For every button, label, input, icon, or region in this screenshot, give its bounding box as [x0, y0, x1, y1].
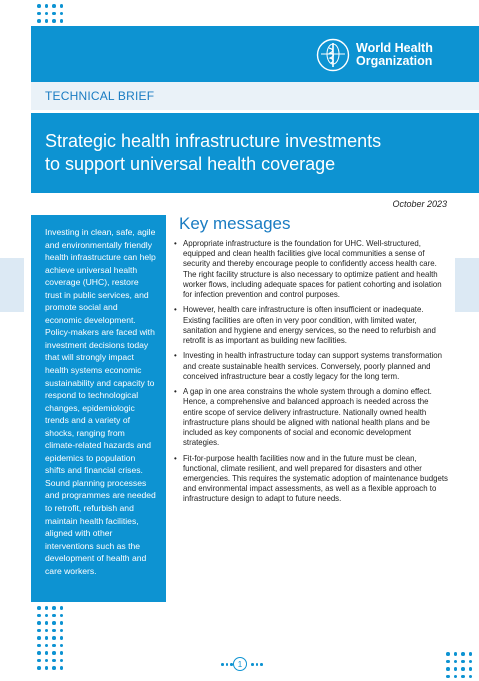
- summary-sidebar: [31, 215, 166, 602]
- left-edge-tab: [0, 258, 24, 312]
- title-line-2: to support universal health coverage: [45, 154, 336, 174]
- page-number-dots-left: [221, 663, 233, 666]
- key-message-item: • A gap in one area constrains the whole system through a domino effect. Hence, a comprehensive and balanced approach is needed across the entire scope of service delivery infrastructure. Nationally owned health infrastructure plans should be aligned with national health plans and be included as key components of social and economic development strategies.: [174, 387, 448, 448]
- publication-date: October 2023: [392, 199, 447, 209]
- summary-text: Investing in clean, safe, agile and environmentally friendly health infrastructure can help achieve universal health coverage (UHC), restore trust in public services, and promote social and economic development. Policy-makers are faced with investment decisions today that will strongly impact health systems economic sustainability and capacity to respond to technological changes, epidemiologic trends and a variety of shocks, ranging from climate-related hazards and epidemics to population shifts and financial crises. Sound planning processes and programmes are needed to retrofit, refurbish and maintain health facilities, aligned with other interventions such as the development of health and care workers.: [45, 227, 156, 576]
- title-band: [31, 113, 479, 193]
- dot-pattern-bottom-left: [37, 606, 63, 670]
- key-message-item: • Investing in health infrastructure today can support systems transformation and create sustainable health services. Conversely, poorly planned and conceived infrastructure bear a costly legacy for the long term.: [174, 351, 448, 382]
- org-name-line-2: Organization: [356, 54, 433, 68]
- who-logo: [316, 38, 466, 72]
- key-message-item: • Fit-for-purpose health facilities now and in the future must be clean, functional, climate resilient, and well prepared for disasters and other emergencies. This requires the systematic adoption of maintenance budgets and environmental impact assessments, as well as a flexible approach to infrastructure design to adapt to future needs.: [174, 454, 448, 505]
- page-number-dots-right: [251, 663, 263, 666]
- page-number: 1: [233, 657, 247, 671]
- key-message-item: • Appropriate infrastructure is the foundation for UHC. Well-structured, equipped and clean health facilities give local communities a sense of security and thereby encourage people to confidently access health care. The right facility structure is also necessary to optimize patient and health worker flows, including adequate spaces for patient cohorting and isolation for infection prevention and control purposes.: [174, 239, 448, 300]
- title-line-1: Strategic health infrastructure investments: [45, 131, 382, 151]
- org-name-line-1: World Health: [356, 41, 433, 55]
- key-messages-section: [174, 214, 448, 510]
- document-type-label: [31, 82, 479, 110]
- key-messages-heading: Key messages: [179, 214, 291, 233]
- right-edge-tab: [455, 258, 479, 312]
- page-title: [45, 130, 381, 176]
- key-message-item: • However, health care infrastructure is often insufficient or inadequate. Existing facilities are often in very poor condition, with limited water, sanitation and hygiene and energy services, so the need to refurbish and retrofit is as important as building new facilities.: [174, 305, 448, 346]
- key-messages-list: [174, 239, 448, 505]
- organization-name: [356, 42, 433, 68]
- who-emblem-icon: [316, 38, 350, 72]
- technical-brief-label: TECHNICAL BRIEF: [45, 89, 155, 103]
- dot-pattern-bottom-right: [446, 652, 472, 678]
